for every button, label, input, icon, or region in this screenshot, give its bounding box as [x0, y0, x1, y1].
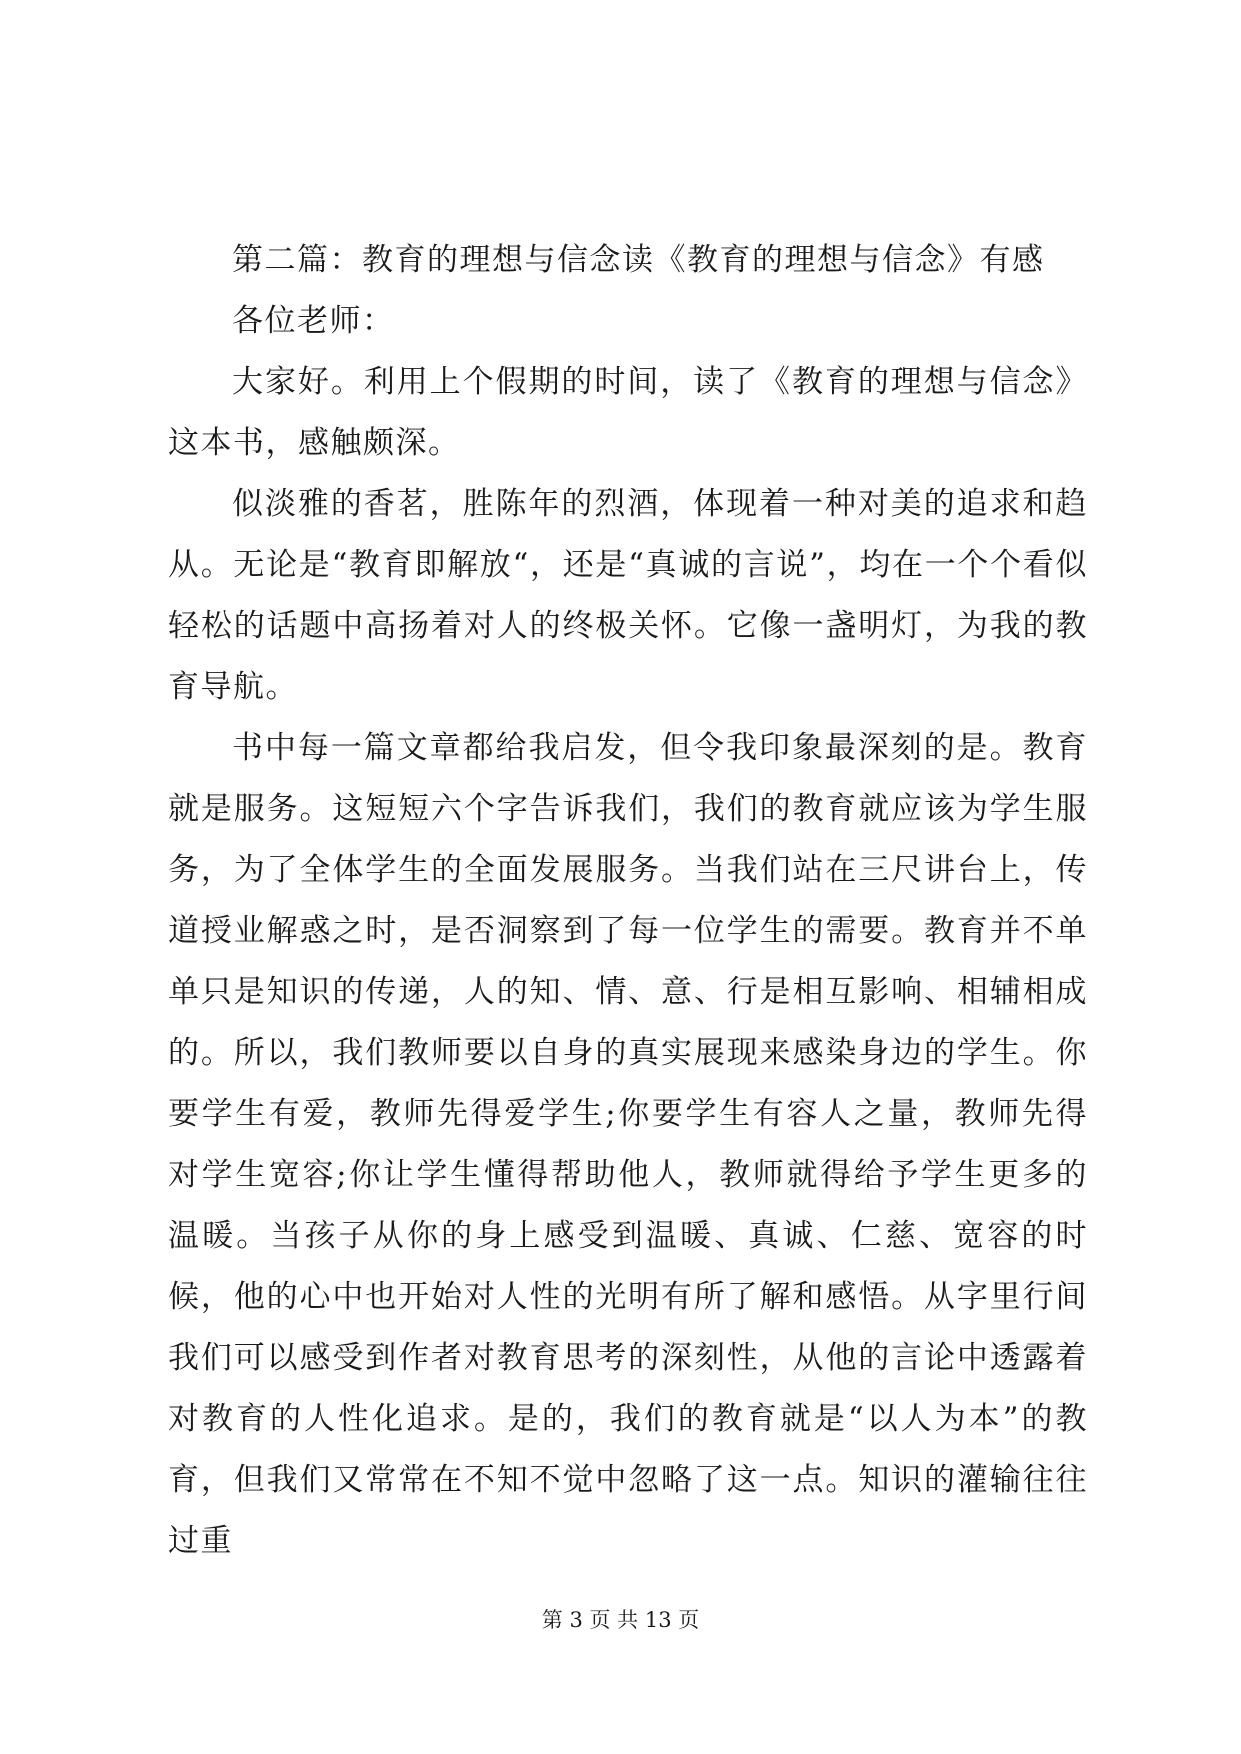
- paragraph-2: 似淡雅的香茗，胜陈年的烈酒，体现着一种对美的追求和趋从。无论是“教育即解放“，还是“真诚的言说”，均在一个个看似轻松的话题中高扬着对人的终极关怀。它像一盏明灯，为我的教育导航。: [168, 486, 1088, 705]
- salutation: 各位老师：: [232, 303, 395, 339]
- paragraph-3: 书中每一篇文章都给我启发，但令我印象最深刻的是。教育就是服务。这短短六个字告诉我们，我们的教育就应该为学生服务，为了全体学生的全面发展服务。当我们站在三尺讲台上，传道授业解惑之时，是否洞察到了每一位学生的需要。教育并不单单只是知识的传递，人的知、情、意、行是相互影响、相辅相成的。所以，我们教师要以自身的真实展现来感染身边的学生。你要学生有爱，教师先得爱学生;你要学生有容人之量，教师先得对学生宽容;你让学生懂得帮助他人，教师就得给予学生更多的温暖。当孩子从你的身上感受到温暖、真诚、仁慈、宽容的时候，他的心中也开始对人性的光明有所了解和感悟。从字里行间我们可以感受到作者对教育思考的深刻性，从他的言论中透露着对教育的人性化追求。是的，我们的教育就是“以人为本”的教育，但我们又常常在不知不觉中忽略了这一点。知识的灌输往往过重: [168, 730, 1088, 1559]
- document-title: 第二篇：教育的理想与信念读《教育的理想与信念》有感: [232, 242, 1045, 278]
- page-number-footer: 第 3 页 共 13 页: [541, 1608, 700, 1632]
- document-body: [168, 230, 1088, 1572]
- paragraph-1: 大家好。利用上个假期的时间，读了《教育的理想与信念》这本书，感触颇深。: [168, 364, 1088, 461]
